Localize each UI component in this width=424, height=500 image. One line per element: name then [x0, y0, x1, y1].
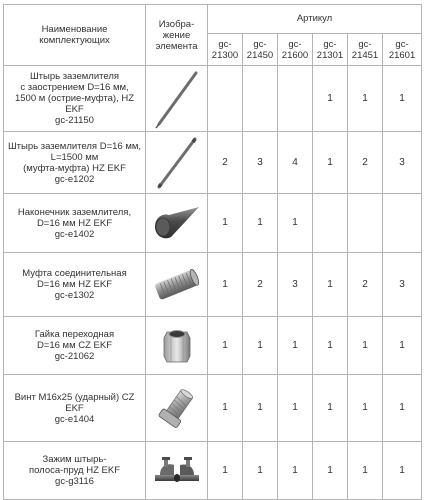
table-row: [4, 66, 422, 132]
header-code: gc- 21601: [383, 34, 422, 66]
clamp-icon: [150, 451, 204, 491]
value-cell: 1: [313, 66, 348, 132]
value-cell: 1: [278, 442, 313, 500]
component-name: Наконечник заземлителя, D=16 мм HZ EKF gc-e1402: [4, 194, 146, 253]
value-cell: 1: [243, 442, 278, 500]
component-name: Штырь заземлителя с заострением D=16 мм, 1500 м (острие-муфта), HZ EKF gc-21150: [4, 66, 146, 132]
header-article: Артикул: [208, 5, 422, 34]
value-cell: 1: [383, 66, 422, 132]
table-row: [4, 442, 422, 500]
table-row: [4, 132, 422, 194]
component-name: Гайка переходная D=16 мм CZ EKF gc-21062: [4, 317, 146, 375]
component-image: [146, 375, 208, 442]
table-row: [4, 317, 422, 375]
value-cell: 3: [383, 132, 422, 194]
component-name: Зажим штырь- полоса-пруд HZ EKF gc-g3116: [4, 442, 146, 500]
value-cell: 1: [348, 317, 383, 375]
value-cell: 3: [278, 253, 313, 317]
cone-tip-icon: [151, 201, 203, 245]
value-cell: 1: [208, 194, 243, 253]
value-cell: [313, 194, 348, 253]
value-cell: 2: [348, 132, 383, 194]
value-cell: 1: [278, 194, 313, 253]
value-cell: 1: [243, 317, 278, 375]
component-image: [146, 442, 208, 500]
value-cell: 1: [208, 253, 243, 317]
value-cell: [348, 194, 383, 253]
value-cell: 1: [313, 317, 348, 375]
table-row: [4, 253, 422, 317]
header-image: Изобра- жение элемента: [146, 5, 208, 66]
value-cell: 1: [208, 442, 243, 500]
table-row: [4, 194, 422, 253]
header-name: Наименование комплектующих: [4, 5, 146, 66]
coupling-sleeve-icon: [150, 263, 204, 307]
value-cell: 1: [243, 375, 278, 442]
value-cell: 3: [243, 132, 278, 194]
value-cell: 1: [278, 375, 313, 442]
header-code: gc- 21450: [243, 34, 278, 66]
value-cell: 1: [313, 132, 348, 194]
component-name: Штырь заземлителя D=16 мм, L=1500 мм (муфта-муфта) HZ EKF gc-e1202: [4, 132, 146, 194]
value-cell: 3: [383, 253, 422, 317]
component-image: [146, 253, 208, 317]
component-name: Винт М16х25 (ударный) CZ EKF gc-e1404: [4, 375, 146, 442]
rod-icon: [149, 135, 205, 191]
hex-nut-icon: [157, 324, 197, 368]
header-code: gc- 21301: [313, 34, 348, 66]
value-cell: 1: [348, 66, 383, 132]
value-cell: 1: [313, 253, 348, 317]
component-image: [146, 317, 208, 375]
value-cell: 2: [348, 253, 383, 317]
pointed-rod-icon: [149, 69, 205, 129]
component-image: [146, 194, 208, 253]
value-cell: [278, 66, 313, 132]
header-code: gc- 21300: [208, 34, 243, 66]
component-image: [146, 132, 208, 194]
value-cell: 1: [278, 317, 313, 375]
table-row: [4, 375, 422, 442]
bolt-icon: [152, 383, 202, 433]
value-cell: 1: [243, 194, 278, 253]
value-cell: 1: [383, 375, 422, 442]
value-cell: 1: [348, 442, 383, 500]
header-code: gc- 21451: [348, 34, 383, 66]
header-code: gc- 21600: [278, 34, 313, 66]
value-cell: 1: [313, 375, 348, 442]
value-cell: 1: [383, 317, 422, 375]
value-cell: 1: [383, 442, 422, 500]
value-cell: 1: [313, 442, 348, 500]
value-cell: 4: [278, 132, 313, 194]
value-cell: 1: [208, 317, 243, 375]
value-cell: [243, 66, 278, 132]
value-cell: 2: [243, 253, 278, 317]
component-name: Муфта соединительная D=16 мм HZ EKF gc-e1302: [4, 253, 146, 317]
components-table: [3, 4, 422, 500]
value-cell: [383, 194, 422, 253]
value-cell: 1: [348, 375, 383, 442]
value-cell: 2: [208, 132, 243, 194]
value-cell: [208, 66, 243, 132]
value-cell: 1: [208, 375, 243, 442]
component-image: [146, 66, 208, 132]
